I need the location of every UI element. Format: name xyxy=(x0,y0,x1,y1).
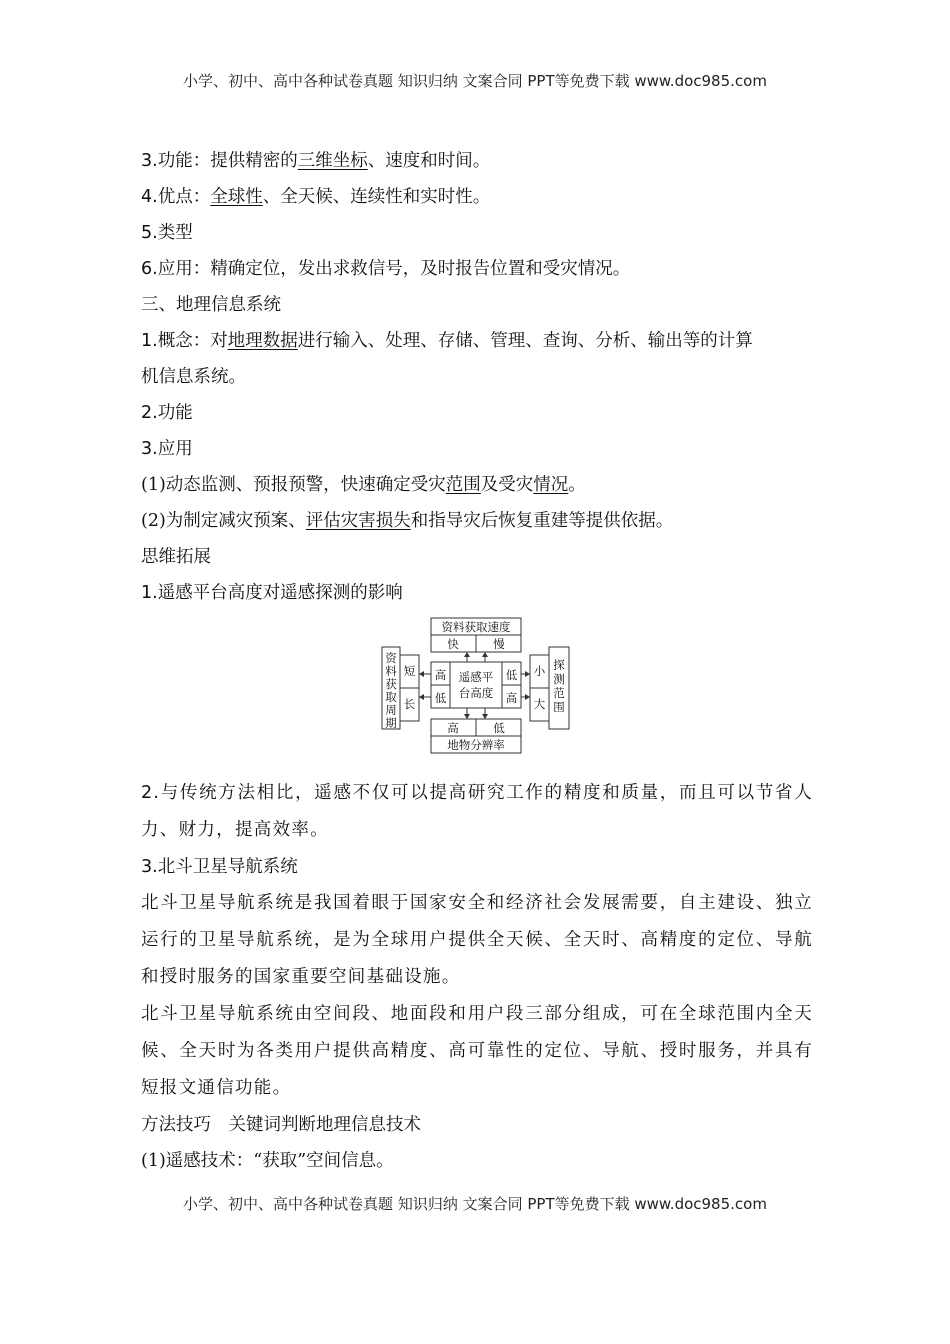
left-title-char-5: 周 xyxy=(385,703,397,717)
left-title-char-1: 资 xyxy=(385,651,397,665)
left-title-char-3: 获 xyxy=(385,677,397,691)
heading-method: 方法技巧 关键词判断地理信息技术 xyxy=(141,1115,421,1135)
page-footer: 小学、初中、高中各种试卷真题 知识归纳 文案合同 PPT等免费下载 www.doc985.com xyxy=(183,1195,767,1213)
page-header: 小学、初中、高中各种试卷真题 知识归纳 文案合同 PPT等免费下载 www.doc985.com xyxy=(183,72,767,90)
line-think-1: 1.遥感平台高度对遥感探测的影响 xyxy=(141,583,403,603)
top-slow-label: 慢 xyxy=(493,637,505,651)
line-advantage: 4.优点：全球性、全天候、连续性和实时性。 xyxy=(141,187,491,207)
top-title-label: 资料获取速度 xyxy=(441,620,511,634)
right-big-label: 大 xyxy=(533,697,546,711)
inner-right-high: 高 xyxy=(505,691,518,705)
right-small-label: 小 xyxy=(533,664,546,678)
top-fast-label: 快 xyxy=(447,637,459,651)
inner-right-low: 低 xyxy=(505,668,518,682)
bottom-low-label: 低 xyxy=(493,721,505,735)
right-title-char-4: 围 xyxy=(553,700,565,714)
line-gis-function: 2.功能 xyxy=(141,403,193,423)
document-body xyxy=(141,143,813,1179)
diagram-svg xyxy=(381,617,571,757)
line-application: 6.应用：精确定位，发出求救信号，及时报告位置和受灾情况。 xyxy=(141,259,631,279)
line-concept: 1.概念：对地理数据进行输入、处理、存储、管理、查询、分析、输出等的计算 xyxy=(141,331,753,351)
line-app-2: (2)为制定减灾预案、评估灾害损失和指导灾后恢复重建等提供依据。 xyxy=(141,511,674,531)
para-beidou-1: 北斗卫星导航系统是我国着眼于国家安全和经济社会发展需要，自主建设、独立运行的卫星导航系统，是为全球用户提供全天候、全天时、高精度的定位、导航和授时服务的国家重要空间基础设施。 xyxy=(141,893,813,987)
inner-left-high: 高 xyxy=(434,668,447,682)
remote-sensing-diagram xyxy=(141,611,813,769)
left-title-char-6: 期 xyxy=(385,716,397,730)
section-gis-title: 三、地理信息系统 xyxy=(141,295,281,315)
heading-thinking: 思维拓展 xyxy=(141,547,211,567)
line-think-3: 3.北斗卫星导航系统 xyxy=(141,857,298,877)
left-title-char-4: 取 xyxy=(385,690,397,704)
line-type: 5.类型 xyxy=(141,223,193,243)
line-concept-cont: 机信息系统。 xyxy=(141,367,246,387)
para-think-2: 2.与传统方法相比，遥感不仅可以提高研究工作的精度和质量，而且可以节省人力、财力，提高效率。 xyxy=(141,783,813,840)
right-title-char-1: 探 xyxy=(553,658,565,672)
right-title-char-3: 范 xyxy=(553,686,565,700)
line-app-1: (1)动态监测、预报预警，快速确定受灾范围及受灾情况。 xyxy=(141,475,586,495)
right-title-char-2: 测 xyxy=(553,672,565,686)
line-function: 3.功能：提供精密的三维坐标、速度和时间。 xyxy=(141,151,491,171)
center-label-1: 遥感平 xyxy=(458,670,494,684)
line-gis-application: 3.应用 xyxy=(141,439,193,459)
bottom-high-label: 高 xyxy=(447,721,459,735)
left-short-label: 短 xyxy=(403,664,416,678)
left-long-label: 长 xyxy=(403,697,416,711)
bottom-title-label: 地物分辨率 xyxy=(447,738,505,752)
line-method-1: (1)遥感技术：“获取”空间信息。 xyxy=(141,1151,394,1171)
center-label-2: 台高度 xyxy=(458,686,494,700)
para-beidou-2: 北斗卫星导航系统由空间段、地面段和用户段三部分组成，可在全球范围内全天候、全天时为各类用户提供高精度、高可靠性的定位、导航、授时服务，并具有短报文通信功能。 xyxy=(141,1004,813,1098)
inner-left-low: 低 xyxy=(434,691,447,705)
left-title-char-2: 料 xyxy=(385,664,397,678)
